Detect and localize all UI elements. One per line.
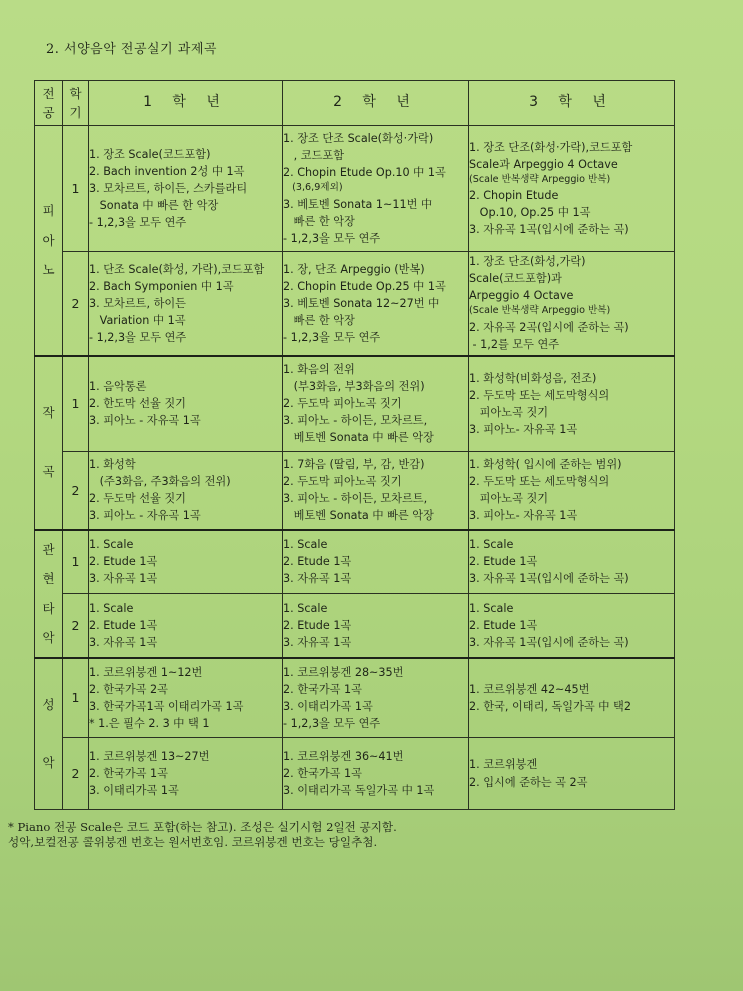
year-3-cell — [469, 658, 675, 738]
cell-line: 1. 음악통론 — [89, 380, 147, 394]
cell-line: 2. 두도막 피아노곡 짓기 — [283, 397, 402, 411]
cell-line: 2. 한국, 이태리, 독일가곡 中 택2 — [469, 699, 631, 713]
cell-line: 1. 7화음 (딸림, 부, 감, 반감) — [283, 458, 425, 472]
cell-line: 2. Etude 1곡 — [89, 618, 158, 632]
cell-line: 1. 장조 단조(화성·가락),코드포함 — [469, 140, 633, 154]
cell-line: 1. 화성학 — [89, 458, 136, 472]
cell-line: Scale(코드포함)과 — [469, 272, 562, 286]
year-2-cell — [283, 452, 469, 530]
cell-line: 1. 화성학(비화성음, 전조) — [469, 371, 597, 385]
cell-line: (Scale 반복생략 Arpeggio 반복) — [469, 173, 611, 185]
cell-line: 3. 자유곡 1곡 — [283, 635, 352, 649]
cell-line: 2. 한국가곡 1곡 — [89, 766, 168, 780]
footnote — [8, 820, 397, 850]
table-row — [35, 738, 675, 810]
cell-line: 1. 화음의 전위 — [283, 363, 355, 377]
cell-line: 1. 코르위붕겐 28~35번 — [283, 665, 404, 679]
cell-line: 2. Chopin Etude — [469, 189, 559, 203]
header-grade — [63, 81, 89, 126]
cell-line: 3. 자유곡 1곡(입시에 준하는 곡) — [469, 223, 629, 237]
cell-line: 2. 한국가곡 2곡 — [89, 682, 168, 696]
cell-line: 2. Etude 1곡 — [283, 618, 352, 632]
cell-line: 2. Etude 1곡 — [283, 555, 352, 569]
cell-line: 1. Scale — [469, 538, 514, 552]
cell-line: 1. 화성학( 입시에 준하는 범위) — [469, 458, 622, 472]
cell-line: 3. 자유곡 1곡 — [89, 635, 158, 649]
year-3-cell — [469, 452, 675, 530]
cell-line: 3. 한국가곡1곡 이태리가곡 1곡 — [89, 699, 244, 713]
grade-cell: 2 — [63, 452, 89, 530]
header-major — [35, 81, 63, 126]
year-1-cell — [89, 658, 283, 738]
year-3-cell — [469, 356, 675, 452]
cell-line: 1. Scale — [469, 601, 514, 615]
cell-line: 3. 피아노 - 자유곡 1곡 — [89, 509, 201, 523]
year-2-label: 2 학 년 — [333, 94, 418, 111]
cell-line: 2. 두도막 피아노곡 짓기 — [283, 475, 402, 489]
table-row — [35, 658, 675, 738]
year-3-cell — [469, 530, 675, 594]
grade-cell: 1 — [63, 658, 89, 738]
cell-line: 3. 모차르트, 하이든, 스카를라티 — [89, 181, 248, 195]
cell-line: Arpeggio 4 Octave — [469, 289, 574, 303]
grade-cell: 2 — [63, 738, 89, 810]
grade-cell: 2 — [63, 252, 89, 356]
cell-line: 2. 한국가곡 1곡 — [283, 766, 362, 780]
cell-line: 2. 두도막 또는 세도막형식의 — [469, 475, 610, 489]
year-3-cell — [469, 738, 675, 810]
cell-line: Op.10, Op.25 中 1곡 — [469, 206, 591, 220]
table-row — [35, 452, 675, 530]
cell-line: - 1,2,3을 모두 연주 — [283, 716, 381, 730]
cell-line: 3. 피아노 - 하이든, 모차르트, — [283, 492, 428, 506]
cell-line: - 1,2,3을 모두 연주 — [283, 330, 381, 344]
cell-line: 2. 입시에 준하는 곡 2곡 — [469, 775, 588, 789]
cell-line: - 1,2,3을 모두 연주 — [283, 231, 381, 245]
year-1-cell — [89, 594, 283, 658]
major-cell: 성 악 — [35, 658, 63, 810]
cell-line: 베토벤 Sonata 中 빠른 악장 — [283, 509, 434, 523]
cell-line: 3. 피아노 - 자유곡 1곡 — [89, 414, 201, 428]
cell-line: 1. 장조 Scale(코드포함) — [89, 147, 211, 161]
cell-line: - 1,2를 모두 연주 — [469, 338, 560, 352]
header-year-2 — [283, 81, 469, 126]
cell-line: 1. 장조 단조 Scale(화성·가락) — [283, 132, 434, 146]
curriculum-table — [34, 80, 675, 810]
cell-line: 베토벤 Sonata 中 빠른 악장 — [283, 431, 434, 445]
year-1-label: 1 학 년 — [143, 94, 228, 111]
year-3-cell — [469, 126, 675, 252]
table-row — [35, 594, 675, 658]
cell-line: (부3화음, 부3화음의 전위) — [283, 380, 425, 394]
cell-line: 3. 이태리가곡 1곡 — [89, 784, 179, 797]
cell-line: 피아노곡 짓기 — [469, 405, 549, 419]
cell-line: 2. 두도막 선율 짓기 — [89, 492, 186, 506]
year-2-cell — [283, 356, 469, 452]
cell-line: 2. 한국가곡 1곡 — [283, 682, 362, 696]
cell-line: 3. 모차르트, 하이든 — [89, 296, 186, 310]
table-row — [35, 252, 675, 356]
cell-line: 2. Bach invention 2성 中 1곡 — [89, 164, 245, 178]
table-row — [35, 530, 675, 594]
cell-line: 3. 자유곡 1곡 — [283, 572, 352, 586]
cell-line: 2. Bach Symponien 中 1곡 — [89, 279, 234, 293]
cell-line: 1. 장, 단조 Arpeggio (반복) — [283, 262, 425, 276]
year-1-cell — [89, 452, 283, 530]
cell-line: 2. Etude 1곡 — [469, 555, 538, 569]
year-2-cell — [283, 594, 469, 658]
cell-line: 빠른 한 악장 — [283, 214, 355, 228]
year-2-cell — [283, 126, 469, 252]
cell-line: 3. 피아노 - 하이든, 모차르트, — [283, 414, 428, 428]
table-row — [35, 126, 675, 252]
page-title: 2. 서양음악 전공실기 과제곡 — [46, 42, 217, 57]
cell-line: 2. Etude 1곡 — [469, 618, 538, 632]
grade-cell: 1 — [63, 530, 89, 594]
cell-line: Sonata 中 빠른 한 악장 — [89, 199, 219, 212]
cell-line: 1. Scale — [283, 601, 328, 615]
cell-line: 3. 베토벤 Sonata 12~27번 中 — [283, 296, 440, 310]
cell-line: 3. 베토벤 Sonata 1~11번 中 — [283, 197, 433, 211]
year-2-cell — [283, 252, 469, 356]
major-cell: 피 아 노 — [35, 126, 63, 356]
cell-line: 1. 장조 단조(화성,가락) — [469, 255, 586, 269]
year-3-cell — [469, 594, 675, 658]
year-2-cell — [283, 738, 469, 810]
cell-line: 피아노곡 짓기 — [469, 492, 549, 506]
cell-line: 1. 단조 Scale(화성, 가락),코드포함 — [89, 262, 265, 276]
header-grade-label: 학 기 — [69, 85, 82, 120]
cell-line: (Scale 반복생략 Arpeggio 반복) — [469, 305, 611, 317]
year-1-cell — [89, 252, 283, 356]
cell-line: (주3화음, 주3화음의 전위) — [89, 475, 231, 489]
cell-line: 2. Etude 1곡 — [89, 555, 158, 569]
cell-line: 3. 이태리가곡 1곡 — [283, 699, 373, 713]
cell-line: 1. Scale — [89, 601, 134, 615]
header-year-3 — [469, 81, 675, 126]
major-cell: 관 현 타 악 — [35, 530, 63, 658]
cell-line: 3. 피아노- 자유곡 1곡 — [469, 509, 578, 523]
cell-line: 1. Scale — [89, 538, 134, 552]
cell-line: 3. 이태리가곡 독일가곡 中 1곡 — [283, 784, 435, 797]
cell-line: * 1.은 필수 2. 3 中 택 1 — [89, 716, 210, 730]
cell-line: 3. 자유곡 1곡(입시에 준하는 곡) — [469, 572, 629, 586]
cell-line: (3,6,9제외) — [283, 182, 343, 194]
table-row — [35, 356, 675, 452]
cell-line: - 1,2,3을 모두 연주 — [89, 216, 187, 230]
grade-cell: 1 — [63, 126, 89, 252]
year-3-cell — [469, 252, 675, 356]
cell-line: - 1,2,3을 모두 연주 — [89, 330, 187, 344]
header-major-label: 전 공 — [42, 85, 55, 120]
cell-line: Scale과 Arpeggio 4 Octave — [469, 157, 618, 171]
grade-cell: 2 — [63, 594, 89, 658]
major-cell: 작 곡 — [35, 356, 63, 530]
grade-cell: 1 — [63, 356, 89, 452]
year-1-cell — [89, 356, 283, 452]
cell-line: 2. 두도막 또는 세도막형식의 — [469, 388, 610, 402]
cell-line: 1. 코르위붕겐 13~27번 — [89, 749, 210, 763]
cell-line: 2. 한도막 선율 짓기 — [89, 397, 186, 411]
footnote-line-1: * Piano 전공 Scale은 코드 포함(하는 참고). 조성은 실기시험 2일전 공지함. — [8, 820, 397, 834]
cell-line: 1. Scale — [283, 538, 328, 552]
cell-line: 1. 코르위붕겐 42~45번 — [469, 682, 590, 696]
cell-line: 1. 코르위붕겐 — [469, 758, 538, 772]
cell-line: 빠른 한 악장 — [283, 313, 355, 327]
cell-line: 3. 피아노- 자유곡 1곡 — [469, 422, 578, 436]
footnote-line-2: 성악,보컬전공 콜위붕겐 번호는 원서번호임. 코르위붕겐 번호는 당일추첨. — [8, 835, 378, 850]
year-1-cell — [89, 738, 283, 810]
cell-line: Variation 中 1곡 — [89, 313, 186, 327]
cell-line: 3. 자유곡 1곡(입시에 준하는 곡) — [469, 635, 629, 649]
year-2-cell — [283, 658, 469, 738]
header-year-1 — [89, 81, 283, 126]
year-2-cell — [283, 530, 469, 594]
cell-line: 2. 자유곡 2곡(입시에 준하는 곡) — [469, 321, 629, 335]
cell-line: 1. 코르위붕겐 1~12번 — [89, 665, 203, 679]
cell-line: 1. 코르위붕겐 36~41번 — [283, 749, 404, 763]
cell-line: , 코드포함 — [283, 149, 345, 163]
cell-line: 3. 자유곡 1곡 — [89, 572, 158, 586]
year-1-cell — [89, 530, 283, 594]
cell-line: 2. Chopin Etude Op.10 中 1곡 — [283, 166, 446, 180]
year-1-cell — [89, 126, 283, 252]
year-3-label: 3 학 년 — [529, 94, 614, 111]
cell-line: 2. Chopin Etude Op.25 中 1곡 — [283, 279, 446, 293]
